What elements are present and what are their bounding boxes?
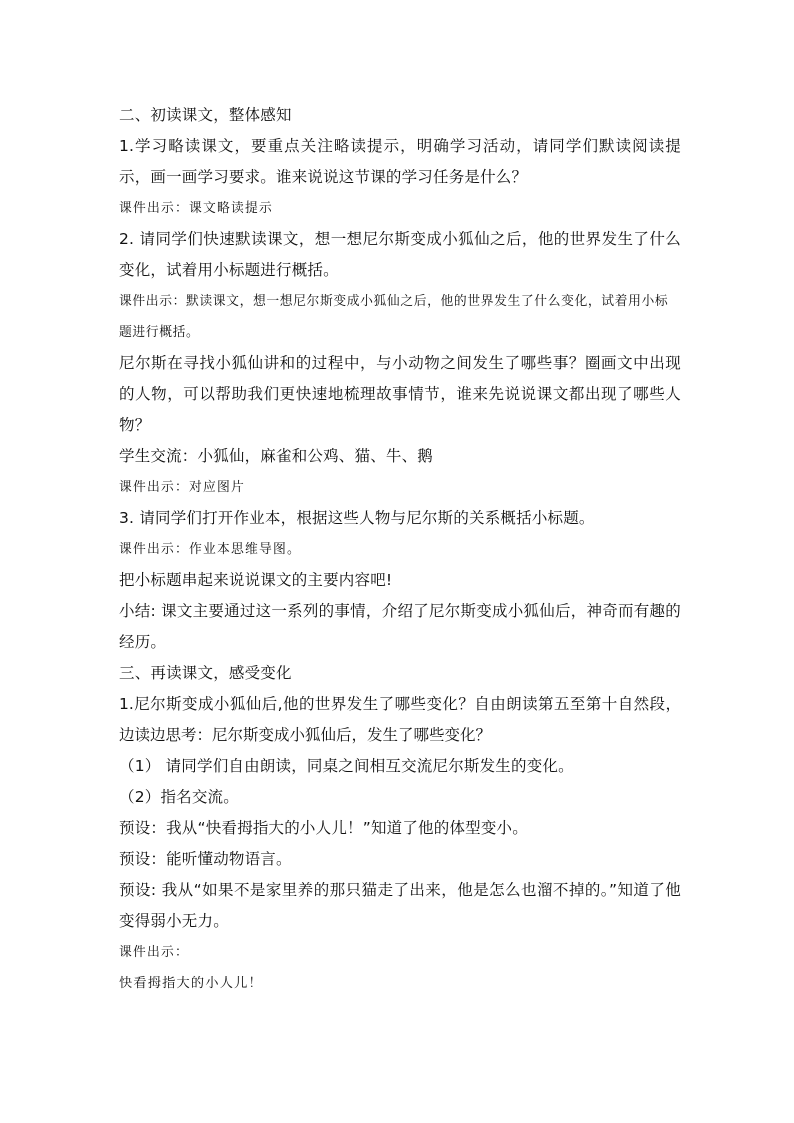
sub-step-2: （2）指名交流。 <box>119 788 239 806</box>
step-3-paragraph: 3. 请同学们打开作业本，根据这些人物与尼尔斯的关系概括小标题。 <box>119 509 595 527</box>
preset-answer-2: 预设：能听懂动物语言。 <box>119 850 292 868</box>
slide-quote: 快看拇指大的小人儿！ <box>119 976 263 991</box>
slide-note-1: 课件出示：课文略读提示 <box>119 201 273 216</box>
preset-answer-3: 预设: 我从“如果不是家里养的那只猫走了出来，他是怎么也溜不掉的。”知道了他变得弱小无力。 <box>119 881 681 930</box>
sub-step-1: （1） 请同学们自由朗读，同桌之间相互交流尼尔斯发生的变化。 <box>119 757 574 775</box>
preset-answer-1: 预设：我从“快看拇指大的小人儿！”知道了他的体型变小。 <box>119 819 528 837</box>
student-answer-paragraph: 学生交流：小狐仙，麻雀和公鸡、猫、牛、鹅 <box>119 447 434 465</box>
slide-note-3: 课件出示：对应图片 <box>119 480 245 495</box>
slide-note-2: 课件出示：默读课文，想一想尼尔斯变成小狐仙之后，他的世界发生了什么变化，试着用小标题进行概括。 <box>119 294 669 340</box>
section-heading-reread: 三、再读课文，感受变化 <box>119 664 292 682</box>
step-2-paragraph: 2. 请同学们快速默读课文，想一想尼尔斯变成小狐仙之后，他的世界发生了什么变化，试着用小标题进行概括。 <box>119 230 681 279</box>
connect-paragraph: 把小标题串起来说说课文的主要内容吧! <box>119 571 393 589</box>
step-1-paragraph: 1.学习略读课文，要重点关注略读提示，明确学习活动，请同学们默读阅读提示，画一画学习要求。谁来说说这节课的学习任务是什么？ <box>119 137 681 186</box>
section-heading-initial-reading: 二、初读课文，整体感知 <box>119 106 292 124</box>
question-paragraph: 尼尔斯在寻找小狐仙讲和的过程中，与小动物之间发生了哪些事？圈画文中出现的人物，可以帮助我们更快速地梳理故事情节，谁来先说说课文都出现了哪些人物？ <box>119 354 681 434</box>
document-body <box>119 100 681 999</box>
slide-note-4: 课件出示：作业本思维导图。 <box>119 542 301 557</box>
reread-step-1-paragraph: 1.尼尔斯变成小狐仙后,他的世界发生了哪些变化？自由朗读第五至第十自然段，边读边思考：尼尔斯变成小狐仙后，发生了哪些变化？ <box>119 695 681 744</box>
summary-paragraph: 小结: 课文主要通过这一系列的事情，介绍了尼尔斯变成小狐仙后，神奇而有趣的经历。 <box>119 602 681 651</box>
slide-note-5: 课件出示： <box>119 945 189 960</box>
